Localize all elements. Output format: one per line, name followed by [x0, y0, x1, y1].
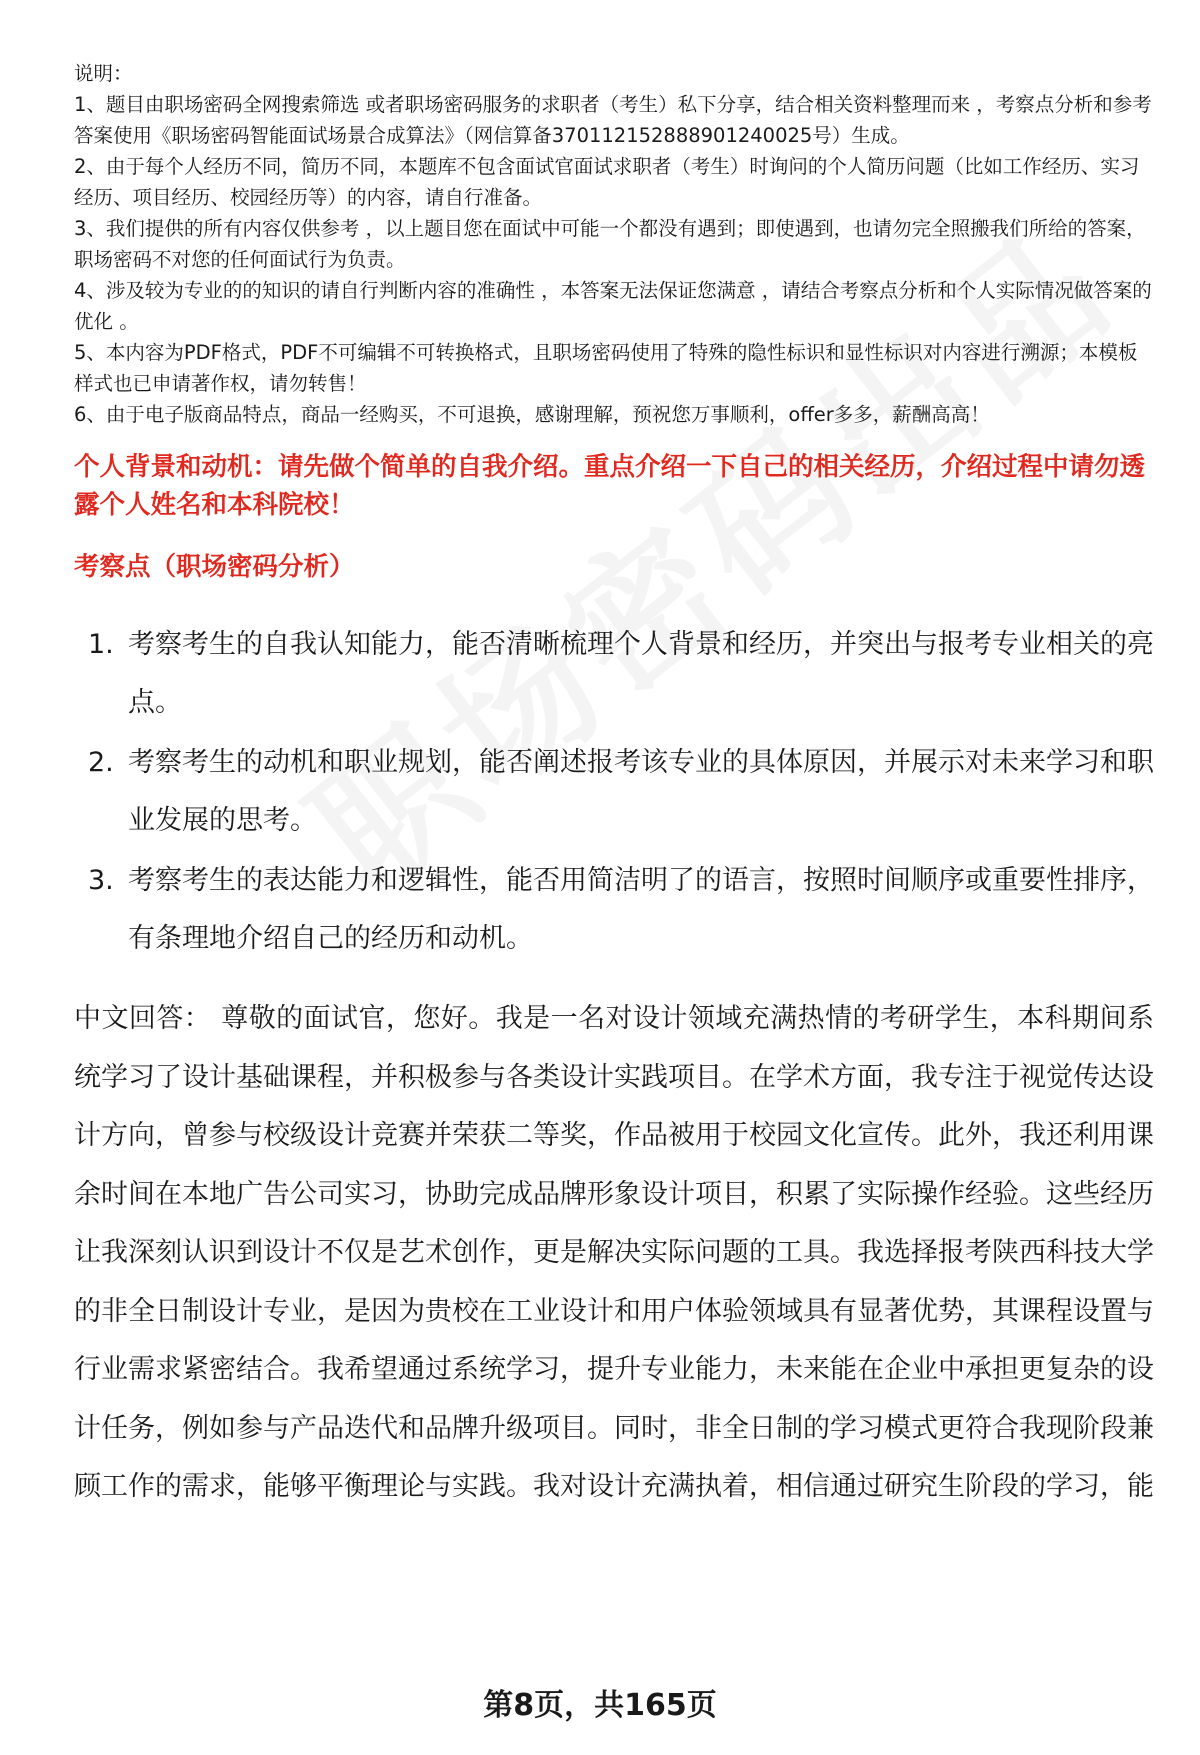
notes-title: 说明：: [74, 62, 133, 85]
list-item: [74, 852, 1154, 968]
list-number: 3.: [88, 865, 114, 896]
list-text: 考察考生的自我认知能力，能否清晰梳理个人背景和经历，并突出与报考专业相关的亮点。: [128, 629, 1154, 718]
note-item: 3、我们提供的所有内容仅供参考 ，以上题目您在面试中可能一个都没有遇到；即使遇到，也请勿完全照搬我们所给的答案，职场密码不对您的任何面试行为负责。: [74, 217, 1146, 271]
analysis-title: 考察点（职场密码分析）: [74, 552, 355, 582]
note-item: 1、题目由职场密码全网搜索筛选 或者职场密码服务的求职者（考生）私下分享，结合相关资料整理而来 ，考察点分析和参考答案使用《职场密码智能面试场景合成算法》（网信算备370112152888901240025号）生成。: [74, 93, 1152, 147]
answer-label: 中文回答：: [74, 1003, 212, 1034]
list-text: 考察考生的动机和职业规划，能否阐述报考该专业的具体原因，并展示对未来学习和职业发展的思考。: [128, 747, 1154, 836]
page-number: 第8页，共165页: [483, 1688, 717, 1723]
note-item: 2、由于每个人经历不同，简历不同，本题库不包含面试官面试求职者（考生）时询问的个人简历问题（比如工作经历、实习经历、项目经历、校园经历等）的内容，请自行准备。: [74, 155, 1140, 209]
note-item: 6、由于电子版商品特点，商品一经购买，不可退换，感谢理解，预祝您万事顺利，offer多多，薪酬高高！: [74, 403, 990, 426]
list-number: 1.: [88, 629, 114, 660]
list-text: 考察考生的表达能力和逻辑性，能否用简洁明了的语言，按照时间顺序或重要性排序，有条理地介绍自己的经历和动机。: [128, 865, 1154, 954]
list-item: [74, 734, 1154, 850]
note-item: 5、本内容为PDF格式，PDF不可编辑不可转换格式，且职场密码使用了特殊的隐性标识和显性标识对内容进行溯源；本模板样式也已申请著作权，请勿转售！: [74, 341, 1138, 395]
document-page: [74, 58, 1154, 1517]
question-heading: 个人背景和动机：请先做个简单的自我介绍。重点介绍一下自己的相关经历，介绍过程中请勿透露个人姓名和本科院校！: [74, 452, 1146, 520]
note-item: 4、涉及较为专业的的知识的请自行判断内容的准确性 ，本答案无法保证您满意 ，请结合考察点分析和个人实际情况做答案的优化 。: [74, 279, 1152, 333]
list-number: 2.: [88, 747, 114, 778]
answer-text: 尊敬的面试官，您好。我是一名对设计领域充满热情的考研学生，本科期间系统学习了设计基础课程，并积极参与各类设计实践项目。在学术方面，我专注于视觉传达设计方向，曾参与校级设计竞赛并荣获二等奖，作品被用于校园文化宣传。此外，我还利用课余时间在本地广告公司实习，协助完成品牌形象设计项目，积累了实际操作经验。这些经历让我深刻认识到设计不仅是艺术创作，更是解决实际问题的工具。我选择报考陕西科技大学的非全日制设计专业，是因为贵校在工业设计和用户体验领域具有显著优势，其课程设置与行业需求紧密结合。我希望通过系统学习，提升专业能力，未来能在企业中承担更复杂的设计任务，例如参与产品迭代和品牌升级项目。同时，非全日制的学习模式更符合我现阶段兼顾工作的需求，能够平衡理论与实践。我对设计充满执着，相信通过研究生阶段的学习，能: [74, 1003, 1155, 1502]
list-item: [74, 616, 1154, 732]
notes-section: [74, 58, 1154, 430]
analysis-points: [74, 616, 1154, 968]
answer-paragraph: [74, 990, 1154, 1517]
